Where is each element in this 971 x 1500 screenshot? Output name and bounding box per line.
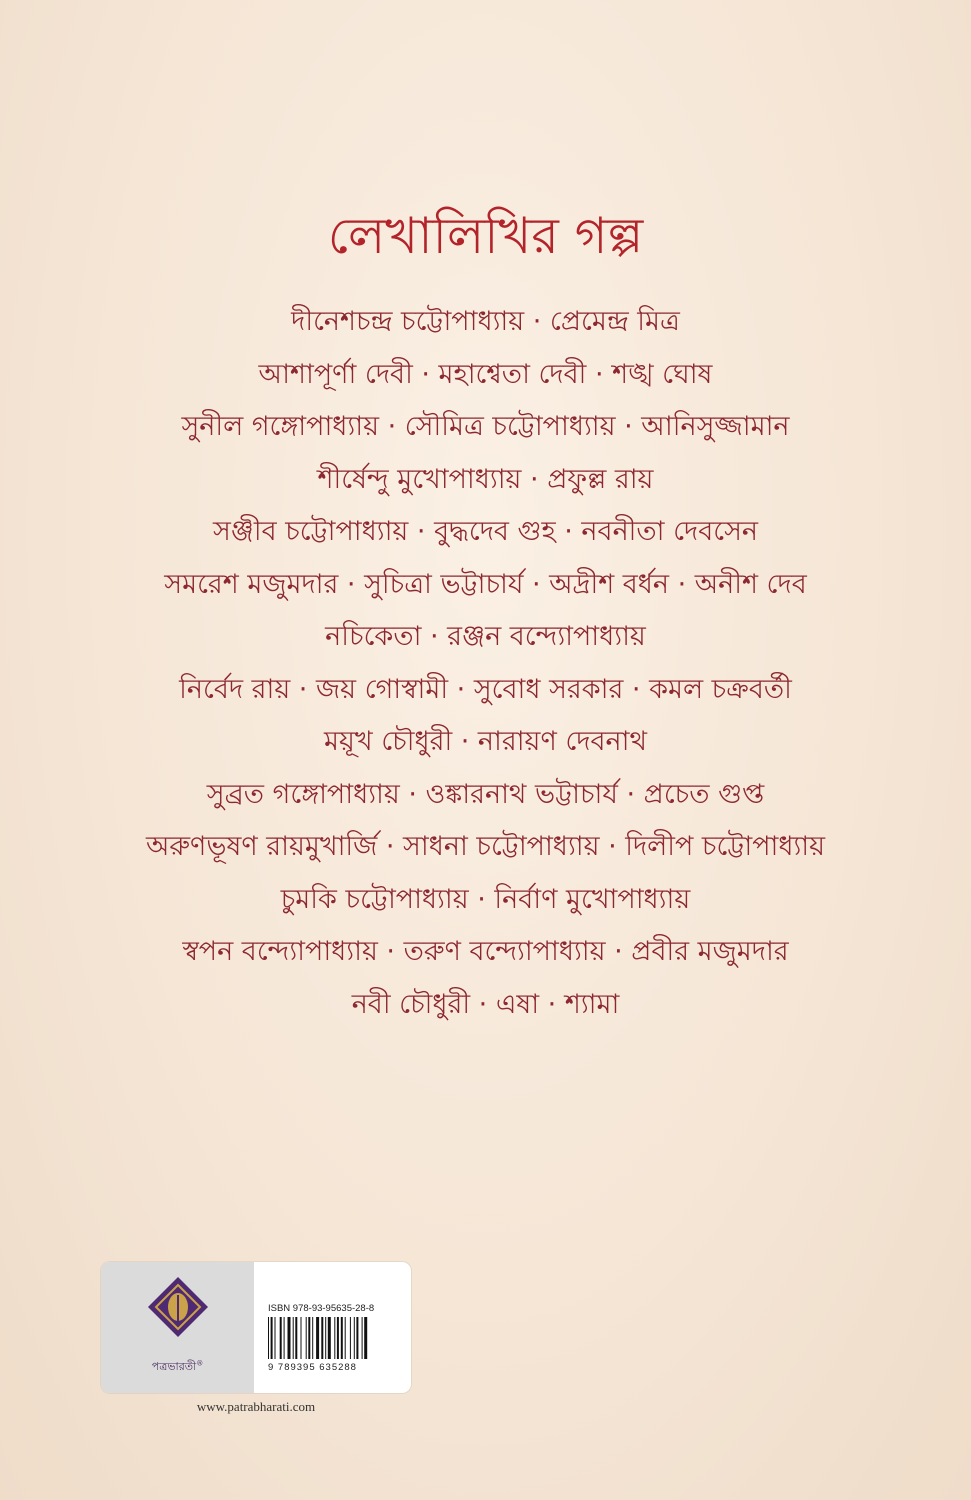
author-line: শীর্ষেন্দু মুখোপাধ্যায় · প্রফুল্ল রায়	[317, 463, 654, 495]
author-line: চুমকি চট্টোপাধ্যায় · নির্বাণ মুখোপাধ্যায়	[280, 883, 691, 915]
author-line: সমরেশ মজুমদার · সুচিত্রা ভট্টাচার্য · অদ্রীশ বর্ধন · অনীশ দেব	[164, 568, 807, 600]
publisher-logo-panel	[101, 1262, 254, 1393]
isbn-label: ISBN 978-93-95635-28-8	[268, 1303, 375, 1314]
author-line: অরুণভূষণ রায়মুখার্জি · সাধনা চট্টোপাধ্যায় · দিলীপ চট্টোপাধ্যায়	[145, 831, 826, 862]
author-line: সঞ্জীব চট্টোপাধ্যায় · বুদ্ধদেব গুহ · নবনীতা দেবসেন	[212, 516, 759, 547]
author-line: স্বপন বন্দ্যোপাধ্যায় · তরুণ বন্দ্যোপাধ্যায় · প্রবীর মজুমদার	[182, 936, 789, 967]
registered-mark: ®	[196, 1359, 204, 1368]
author-line: দীনেশচন্দ্র চট্টোপাধ্যায় · প্রেমেন্দ্র মিত্র	[291, 306, 680, 337]
publisher-imprint-box	[101, 1262, 411, 1393]
author-line: সুনীল গঙ্গোপাধ্যায় · সৌমিত্র চট্টোপাধ্যায় · আনিসুজ্জামান	[181, 411, 790, 442]
author-line: নবী চৌধুরী · এষা · শ্যামা	[351, 988, 620, 1020]
publisher-name-text: পত্রভারতী	[151, 1360, 197, 1373]
leaf-diamond-icon	[147, 1276, 209, 1338]
author-line: নির্বেদ রায় · জয় গোস্বামী · সুবোধ সরকার · কমল চক্রবর্তী	[179, 673, 792, 705]
author-line: আশাপূর্ণা দেবী · মহাশ্বেতা দেবী · শঙ্খ ঘোষ	[258, 358, 713, 390]
book-title: লেখালিখির গল্প	[327, 207, 644, 265]
publisher-name	[101, 1358, 254, 1377]
barcode-panel	[254, 1262, 411, 1393]
author-line: নচিকেতা · রঞ্জন বন্দ্যোপাধ্যায়	[325, 621, 646, 652]
author-line: ময়ূখ চৌধুরী · নারায়ণ দেবনাথ	[324, 726, 647, 757]
publisher-website: www.patrabharati.com	[196, 1399, 316, 1414]
barcode-digits: 9 789395 635288	[268, 1362, 357, 1373]
author-line: সুব্রত গঙ্গোপাধ্যায় · ওঙ্কারনাথ ভট্টাচার্য · প্রচেত গুপ্ত	[206, 778, 765, 810]
author-list	[0, 296, 971, 1031]
barcode-icon	[268, 1317, 394, 1359]
